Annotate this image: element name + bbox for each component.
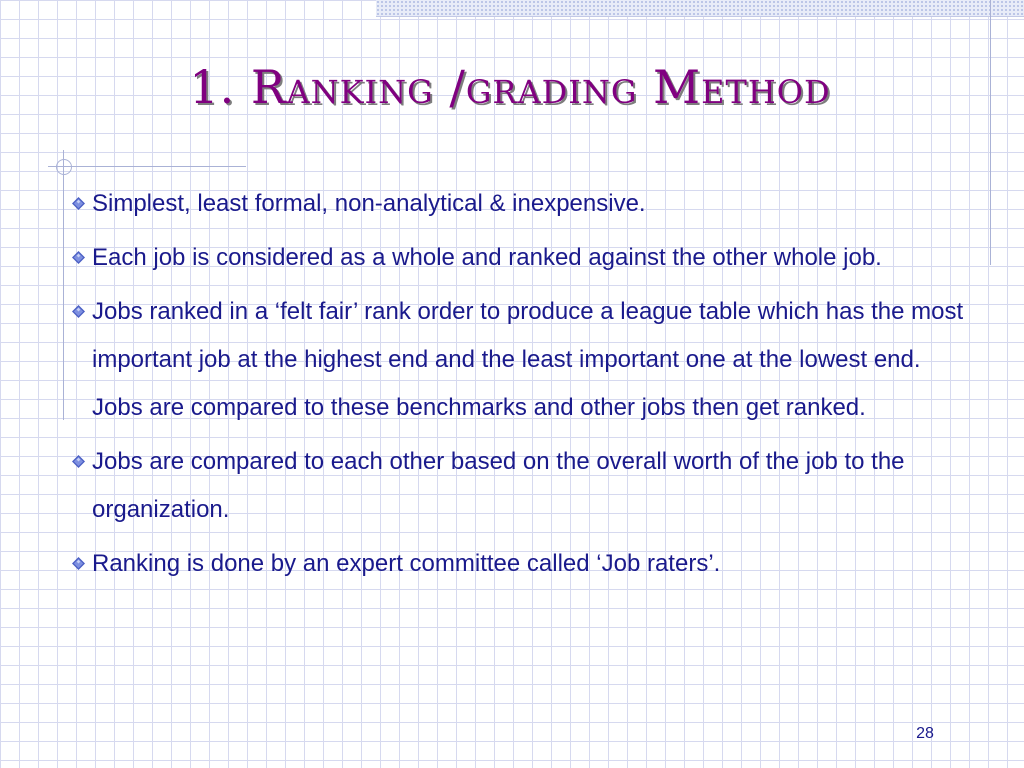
bullet-item	[72, 234, 972, 282]
diamond-bullet-icon	[72, 557, 85, 570]
diamond-bullet-icon	[72, 197, 85, 210]
bullet-text: Jobs ranked in a ‘felt fair’ rank order to produce a league table which has the most important job at the highest end and the least important one at the lowest end. Jobs are compared to these benchmarks and other jobs then get ranked.	[92, 298, 964, 421]
decorative-vertical-line	[63, 150, 64, 420]
bullet-item	[72, 438, 972, 534]
top-decorative-band	[376, 0, 1024, 16]
diamond-bullet-icon	[72, 455, 85, 468]
slide-title: 1. Ranking /grading Method	[189, 59, 831, 114]
bullet-list	[72, 180, 972, 594]
bullet-text: Jobs are compared to each other based on the overall worth of the job to the organization.	[92, 448, 905, 523]
bullet-item	[72, 180, 972, 228]
bullet-text: Ranking is done by an expert committee called ‘Job raters’.	[92, 550, 721, 577]
bullet-text: Simplest, least formal, non-analytical & inexpensive.	[92, 190, 646, 217]
bullet-text: Each job is considered as a whole and ranked against the other whole job.	[92, 244, 882, 271]
decorative-horizontal-line	[48, 166, 246, 167]
top-divider-line	[376, 16, 1024, 17]
diamond-bullet-icon	[72, 305, 85, 318]
page-number: 28	[916, 725, 934, 742]
bullet-item	[72, 288, 972, 432]
right-vertical-line	[990, 0, 991, 265]
diamond-bullet-icon	[72, 251, 85, 264]
bullet-item	[72, 540, 972, 588]
decorative-circle	[56, 159, 72, 175]
